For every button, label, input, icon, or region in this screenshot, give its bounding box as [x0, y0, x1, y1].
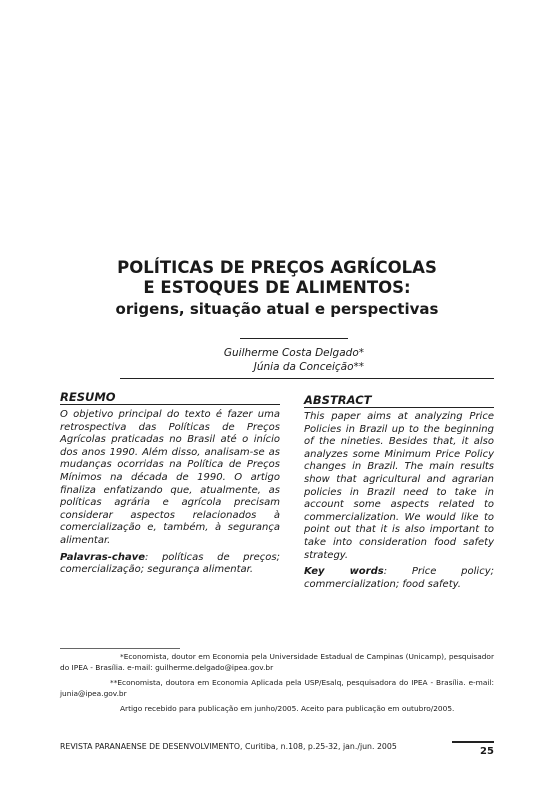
footnote-1-email: guilherme.delgado@ipea.gov.br [155, 662, 274, 672]
footnote-rule [60, 648, 180, 649]
footnote-2 [60, 678, 494, 699]
resumo-keywords [60, 552, 280, 577]
resumo-heading: RESUMO [60, 390, 116, 404]
abstract-keywords [304, 566, 494, 591]
received-note: Artigo recebido para publicação em junho/2005. Aceito para publicação em outubro/2005. [120, 704, 455, 713]
footnote-2-text: **Economista, doutora em Economia Aplicada pela USP/Esalq, pesquisadora do IPEA - Brasília. e-mail: [110, 678, 494, 687]
abstract-text: This paper aims at analyzing Price Policies in Brazil up to the beginning of the nineties. Besides that, it also analyzes some Minimum Price Policy changes in Brazil. The main results show that agricultural and agrarian policies in Brazil need to take in account some aspects related to commercialization. We would like to point out that it is also important to take into consideration food safety strategy. [304, 411, 494, 561]
abstract-heading-rule [304, 407, 494, 408]
journal-citation: REVISTA PARANAENSE DE DESENVOLVIMENTO, Curitiba, n.108, p.25-32, jan./jun. 2005 [60, 742, 397, 751]
author-list [224, 346, 364, 374]
authors-rule [120, 378, 494, 379]
abstract-heading: ABSTRACT [304, 393, 372, 407]
resumo-heading-rule [60, 404, 280, 405]
resumo-keywords-text: : políticas de preços; comercialização; segurança alimentar. [60, 551, 280, 576]
footnote-1-text: *Economista, doutor em Economia pela Universidade Estadual de Campinas (Unicamp), pesquisador do IPEA - Brasília. e-mail: [60, 652, 494, 672]
author-1: Guilherme Costa Delgado* [223, 347, 364, 359]
page-number-rule [452, 741, 494, 743]
abstract-body [304, 411, 494, 591]
footnotes [60, 652, 494, 715]
subtitle: origens, situação atual e perspectivas [115, 300, 439, 318]
abstract-keywords-text: : Price policy; commercialization; food safety. [304, 566, 494, 590]
footnote-2-email: junia@ipea.gov.br [60, 688, 127, 698]
resumo-body [60, 409, 280, 577]
title-line-1: POLÍTICAS DE PREÇOS AGRÍCOLAS [117, 258, 437, 277]
footnote-1 [60, 652, 494, 673]
page-number: 25 [480, 746, 494, 757]
resumo-text: O objetivo principal do texto é fazer uma retrospectiva das Políticas de Preços Agrícolas praticadas no Brasil até o início dos anos 1990. Além disso, analisam-se as mudanças ocorridas na Política de Preços Mínimos na década de 1990. O artigo finaliza enfatizando que, atualmente, as políticas agrária e agrícola precisam considerar aspectos relacionados à comercialização e, também, à segurança alimentar. [60, 409, 280, 546]
title-line-2: E ESTOQUES DE ALIMENTOS: [143, 278, 411, 297]
resumo-keywords-label: Palavras-chave [60, 551, 146, 563]
author-2: Júnia da Conceição** [253, 361, 364, 373]
abstract-keywords-label: Key words [304, 566, 384, 578]
title-rule [240, 338, 348, 339]
